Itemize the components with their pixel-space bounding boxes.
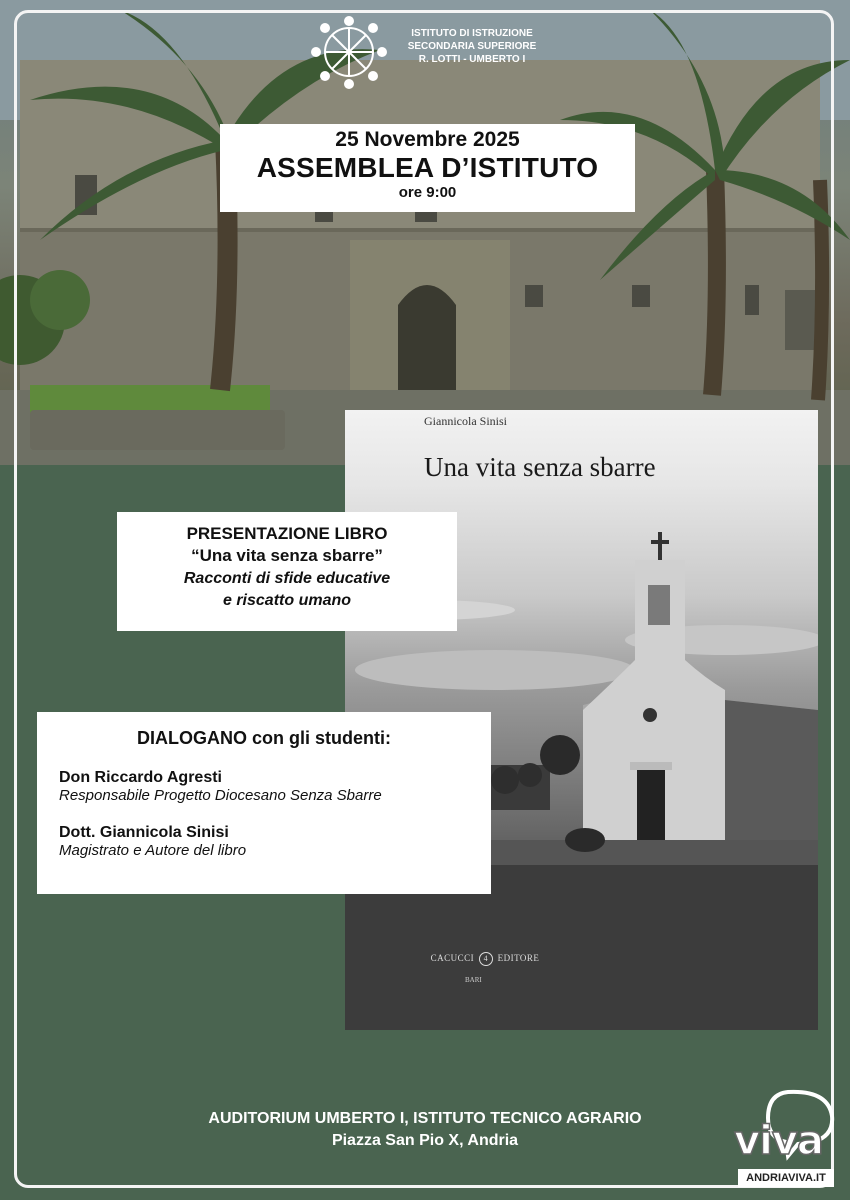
- presentation-box: [117, 512, 457, 631]
- publisher-left: CACUCCI: [430, 953, 475, 964]
- presentation-book-title: “Una vita senza sbarre”: [191, 546, 383, 565]
- school-building-photo: [0, 0, 850, 465]
- book-publisher: [425, 952, 545, 966]
- watermark-brand: viva: [734, 1118, 823, 1164]
- venue-line2: Piazza San Pio X, Andria: [331, 1132, 519, 1149]
- presentation-heading: PRESENTAZIONE LIBRO: [186, 524, 388, 543]
- event-title-box: [220, 124, 635, 212]
- watermark-url[interactable]: ANDRIAVIVA.IT: [738, 1169, 834, 1187]
- venue: [140, 1108, 710, 1152]
- speaker-item: [59, 824, 491, 859]
- speaker-role: Magistrato e Autore del libro: [59, 842, 247, 859]
- school-name: [392, 27, 552, 66]
- speaker-role: Responsabile Progetto Diocesano Senza Sbarre: [59, 787, 382, 804]
- presentation-subtitle-line1: Racconti di sfide educative: [183, 570, 391, 587]
- publisher-mark-icon: 4: [479, 952, 493, 966]
- book-author: Giannicola Sinisi: [424, 414, 507, 428]
- event-date: 25 Novembre 2025: [335, 128, 520, 151]
- school-name-line2: SECONDARIA SUPERIORE: [407, 41, 537, 52]
- speaker-name: Dott. Giannicola Sinisi: [59, 824, 229, 841]
- speaker-name: Don Riccardo Agresti: [59, 769, 222, 786]
- presentation-subtitle: [117, 568, 457, 612]
- event-title: ASSEMBLEA D’ISTITUTO: [256, 152, 599, 183]
- dialogue-heading: DIALOGANO con gli studenti:: [137, 728, 391, 748]
- school-name-line1: ISTITUTO DI ISTRUZIONE: [411, 28, 533, 39]
- school-name-line3: R. LOTTI - UMBERTO I: [418, 54, 526, 65]
- event-time: ore 9:00: [398, 184, 457, 201]
- school-logo-icon: [310, 15, 388, 90]
- publisher-right: EDITORE: [497, 953, 540, 964]
- speaker-item: [59, 769, 491, 804]
- book-title: Una vita senza sbarre: [424, 452, 656, 482]
- presentation-subtitle-line2: e riscatto umano: [222, 592, 352, 609]
- book-city: BARI: [465, 976, 482, 984]
- venue-line1: AUDITORIUM UMBERTO I, ISTITUTO TECNICO AGRARIO: [208, 1110, 642, 1127]
- dialogue-box: [37, 712, 491, 894]
